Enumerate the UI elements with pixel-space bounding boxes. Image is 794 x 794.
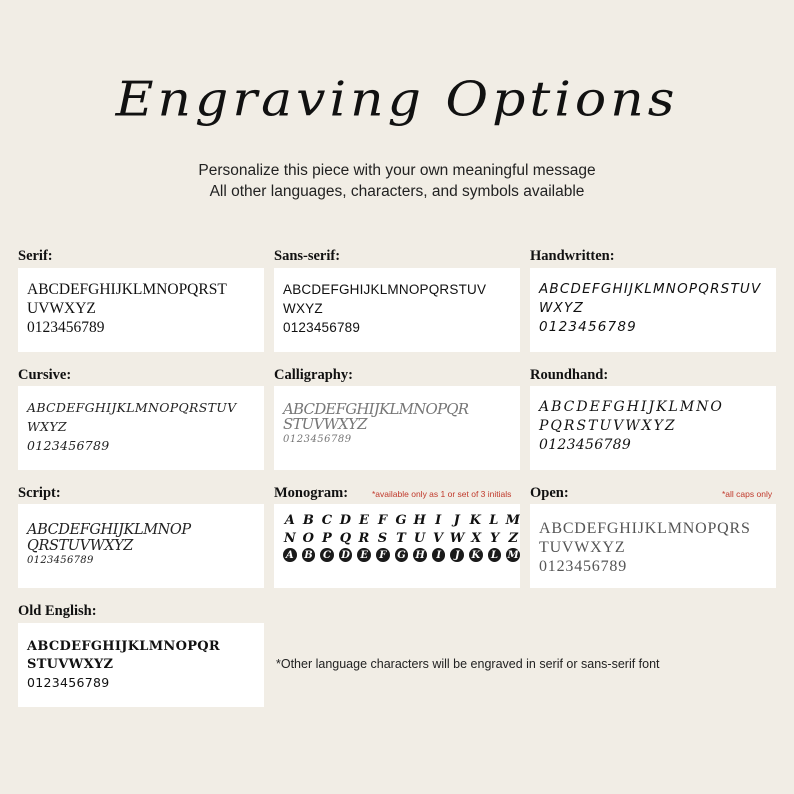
monogram-letter: D xyxy=(339,512,352,528)
monogram-letter: W xyxy=(449,530,465,546)
monogram-letter: Y xyxy=(490,530,500,546)
monogram-letter: B xyxy=(302,548,316,562)
monogram-letter: B xyxy=(302,512,314,528)
monogram-letter: H xyxy=(413,512,426,528)
cursive-line-2: WXYZ xyxy=(27,419,67,434)
sans-serif-line-3: 0123456789 xyxy=(283,320,361,335)
sans-serif-line-1: ABCDEFGHIJKLMNOPQRSTUV xyxy=(283,282,487,297)
handwritten-label: Handwritten: xyxy=(530,248,615,264)
old-english-line-1: ABCDEFGHIJKLMNOPQR xyxy=(27,639,221,654)
sans-serif-label: Sans-serif: xyxy=(274,248,341,264)
monogram-letter: T xyxy=(396,530,406,546)
roundhand-line-1: ABCDEFGHIJKLMNO xyxy=(539,399,724,415)
sans-serif-sample-box xyxy=(274,268,520,352)
calligraphy-line-1: ABCDEFGHIJKLMNOPQR xyxy=(283,400,469,418)
monogram-letter: S xyxy=(377,530,388,546)
serif-label: Serif: xyxy=(18,248,53,264)
monogram-letter: L xyxy=(488,548,502,562)
handwritten-line-3: 0123456789 xyxy=(539,319,637,335)
monogram-letter: M xyxy=(505,512,520,528)
roundhand-line-3: 0123456789 xyxy=(539,437,632,453)
roundhand-label: Roundhand: xyxy=(530,367,609,383)
handwritten-sample-box xyxy=(530,268,776,352)
monogram-letter: F xyxy=(376,548,390,562)
cursive-sample-box xyxy=(18,386,264,470)
monogram-letter: K xyxy=(469,512,481,528)
monogram-letter: J xyxy=(453,512,460,528)
subtitle-line-1: Personalize this piece with your own meaningful message xyxy=(198,162,596,179)
old-english-line-3: 0123456789 xyxy=(27,675,110,690)
monogram-letter: A xyxy=(284,512,295,528)
calligraphy-label: Calligraphy: xyxy=(274,367,353,383)
subtitle-line-2: All other languages, characters, and symbols available xyxy=(209,183,585,200)
monogram-letter: G xyxy=(395,548,409,562)
monogram-letter: X xyxy=(471,530,482,546)
serif-sample-box xyxy=(18,268,264,352)
cursive-line-1: ABCDEFGHIJKLMNOPQRSTUV xyxy=(27,400,237,415)
monogram-letter: L xyxy=(489,512,499,528)
page-title: Engraving Options xyxy=(115,72,679,128)
monogram-note: *available only as 1 or set of 3 initials xyxy=(372,489,512,499)
monogram-letter: I xyxy=(435,512,442,528)
monogram-letter: A xyxy=(283,548,297,562)
old-english-line-2: STUVWXYZ xyxy=(27,657,114,672)
monogram-letter: C xyxy=(321,512,333,528)
monogram-letter: J xyxy=(450,548,464,562)
monogram-letter: R xyxy=(358,530,370,546)
monogram-letter: N xyxy=(283,530,296,546)
serif-line-1: ABCDEFGHIJKLMNOPQRST xyxy=(27,281,227,298)
roundhand-line-2: PQRSTUVWXYZ xyxy=(539,418,677,434)
monogram-letter: P xyxy=(321,530,332,546)
cursive-line-3: 0123456789 xyxy=(27,438,110,453)
monogram-letter: Q xyxy=(339,530,352,546)
cursive-label: Cursive: xyxy=(18,367,72,383)
monogram-letter: H xyxy=(413,548,427,562)
old-english-label: Old English: xyxy=(18,603,97,619)
calligraphy-sample-box xyxy=(274,386,520,470)
monogram-letter: F xyxy=(377,512,388,528)
serif-line-3: 0123456789 xyxy=(27,319,105,336)
monogram-letter: K xyxy=(469,548,483,562)
monogram-row-1 xyxy=(283,512,520,528)
monogram-letter: U xyxy=(413,530,426,546)
sans-serif-line-2: WXYZ xyxy=(283,301,323,316)
monogram-row-2 xyxy=(283,530,520,546)
calligraphy-line-3: 0123456789 xyxy=(283,434,352,445)
script-line-3: 0123456789 xyxy=(27,555,94,566)
monogram-sample-box xyxy=(274,504,520,588)
script-line-1: ABCDEFGHIJKLMNOP xyxy=(27,522,191,538)
handwritten-line-2: WXYZ xyxy=(539,300,584,316)
roundhand-sample-box xyxy=(530,386,776,470)
monogram-grid xyxy=(283,512,520,562)
open-label: Open: xyxy=(530,485,569,501)
monogram-letter: O xyxy=(302,530,314,546)
monogram-letter: D xyxy=(339,548,353,562)
open-note: *all caps only xyxy=(722,489,773,499)
monogram-letter: I xyxy=(432,548,446,562)
script-line-2: QRSTUVWXYZ xyxy=(27,538,133,554)
old-english-sample-box xyxy=(18,623,264,707)
open-line-3: 0123456789 xyxy=(539,558,627,575)
monogram-letter: V xyxy=(432,530,444,546)
handwritten-line-1: ABCDEFGHIJKLMNOPQRSTUV xyxy=(539,281,762,297)
monogram-letter: E xyxy=(357,548,371,562)
script-label: Script: xyxy=(18,485,61,501)
open-line-1: ABCDEFGHIJKLMNOPQRS xyxy=(539,520,751,537)
open-line-2: TUVWXYZ xyxy=(539,539,626,556)
monogram-row-3 xyxy=(283,548,520,562)
monogram-letter: E xyxy=(359,512,369,528)
serif-line-2: UVWXYZ xyxy=(27,300,96,317)
script-sample-box xyxy=(18,504,264,588)
monogram-label: Monogram: xyxy=(274,485,349,501)
monogram-letter: Z xyxy=(508,530,518,546)
footnote: *Other language characters will be engraved in serif or sans-serif font xyxy=(276,657,660,671)
monogram-letter: C xyxy=(320,548,334,562)
monogram-letter: M xyxy=(507,549,519,561)
open-sample-box xyxy=(530,504,776,588)
monogram-letter: G xyxy=(395,512,407,528)
subtitle xyxy=(0,160,794,202)
calligraphy-line-2: STUVWXYZ xyxy=(283,415,367,433)
